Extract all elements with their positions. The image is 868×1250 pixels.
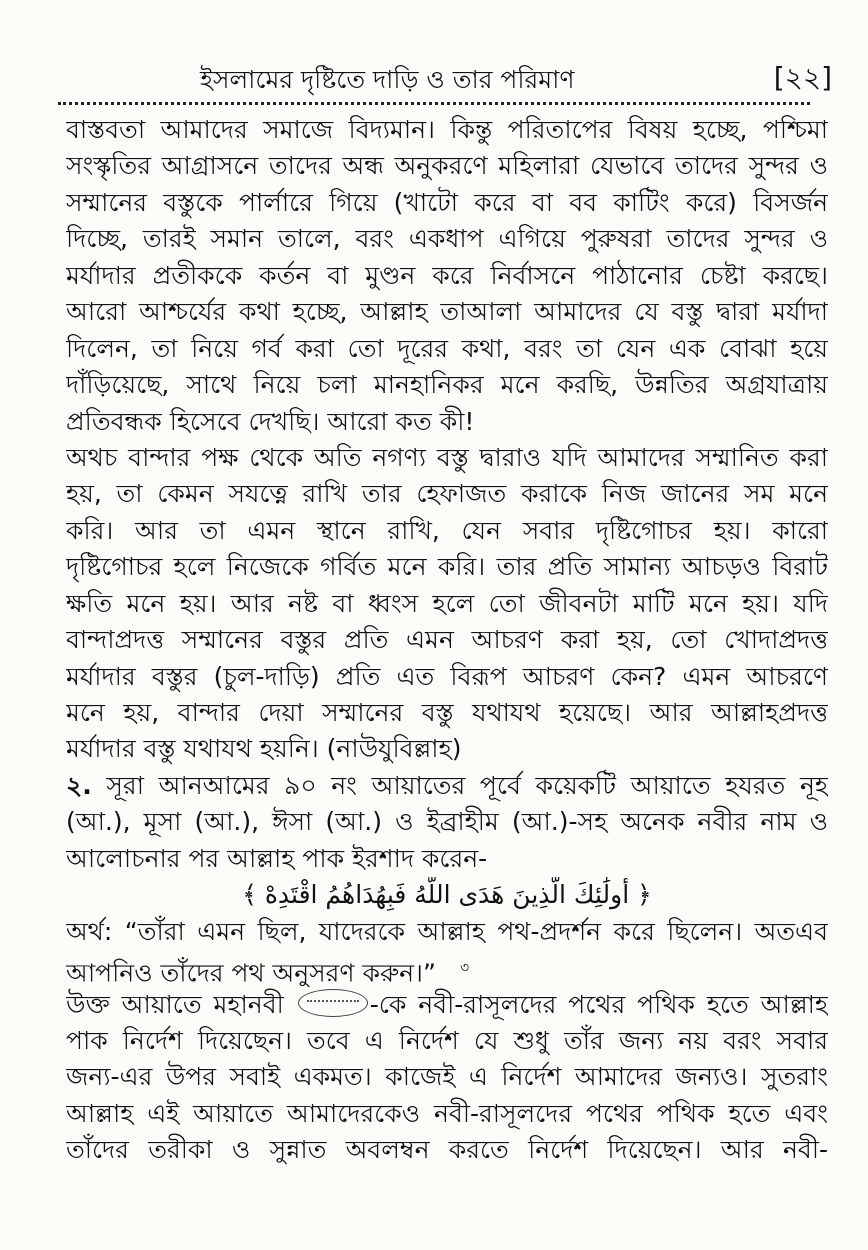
page-header — [40, 56, 838, 100]
text-line: পাক নির্দেশ দিয়েছেন। তবে এ নির্দেশ যে শুধু তাঁর জন্য নয় বরং সবার — [66, 1025, 828, 1055]
text-line: অথচ বান্দার পক্ষ থেকে অতি নগণ্য বস্তু দ্বারাও যদি আমাদের সম্মানিত করা — [66, 442, 828, 472]
text-line: (আ.), মূসা (আ.), ঈসা (আ.) ও ইব্রাহীম (আ.)-সহ অনেক নবীর নাম ও — [66, 807, 828, 837]
page-body — [66, 112, 828, 1169]
arabic-verse: ﴿ أُولَٰئِكَ الَّذِينَ هَدَى اللَّهُ فَبِهُدَاهُمُ اقْتَدِهْ ﴾ — [242, 880, 652, 910]
text-line: সংস্কৃতির আগ্রাসনে তাদের অন্ধ অনুকরণে মহিলারা যেভাবে তাদের সুন্দর ও — [66, 151, 828, 181]
paragraph-text: সূরা আনআমের ৯০ নং আয়াতের পূর্বে কয়েকটি আয়াতে হযরত নূহ — [106, 770, 828, 800]
text-line: সম্মানের বস্তুকে পার্লারে গিয়ে (খাটো করে বা বব কাটিং করে) বিসর্জন — [66, 187, 828, 217]
text-line: আলোচনার পর আল্লাহ পাক ইরশাদ করেন- — [66, 843, 488, 873]
text-line: তাঁদের তরীকা ও সুন্নাত অবলম্বন করতে নির্দেশ দিয়েছেন। আর নবী- — [66, 1135, 828, 1165]
text-line: দিলেন, তা নিয়ে গর্ব করা তো দূরের কথা, বরং তা যেন এক বোঝা হয়ে — [66, 333, 828, 363]
text-line: মর্যাদার বস্তু যথাযথ হয়নি। (নাউযুবিল্লাহ) — [66, 734, 462, 764]
salutation-calligraphy-icon — [298, 989, 368, 1017]
page-number: [২২] — [773, 61, 832, 94]
meaning-line — [66, 950, 828, 986]
text-line: প্রতিবন্ধক হিসেবে দেখছি। আরো কত কী! — [66, 406, 475, 436]
text-line: হয়, তা কেমন সযত্নে রাখি তার হেফাজত করাকে নিজ জানের সম মনে — [66, 479, 828, 509]
text-line: মনে হয়, বান্দার দেয়া সম্মানের বস্তু যথাযথ হয়েছে। আর আল্লাহপ্রদত্ত — [66, 698, 828, 727]
text-line: মর্যাদার প্রতীককে কর্তন বা মুণ্ডন করে নির্বাসনে পাঠানোর চেষ্টা করছে। — [66, 260, 828, 290]
text-line — [66, 987, 828, 1023]
text-line: মর্যাদার বস্তুর (চুল-দাড়ি) প্রতি এত বিরূপ আচরণ কেন? এমন আচরণে — [66, 661, 828, 691]
paragraph-number: ২. — [66, 770, 92, 800]
meaning-text: আপনিও তাঁদের পথ অনুসরণ করুন।” — [66, 958, 436, 987]
text-line: বাস্তবতা আমাদের সমাজে বিদ্যমান। কিন্তু পরিতাপের বিষয় হচ্ছে, পশ্চিমা — [66, 115, 828, 144]
numbered-paragraph-line — [66, 768, 828, 804]
text-line: করি। আর তা এমন স্থানে রাখি, যেন সবার দৃষ্টিগোচর হয়। কারো — [66, 515, 828, 545]
text-segment: -কে নবী-রাসূলদের পথের পথিক হতে আল্লাহ — [369, 989, 828, 1019]
text-line: দিচ্ছে, তারই সমান তালে, বরং একধাপ এগিয়ে পুরুষরা তাদের সুন্দর ও — [66, 224, 828, 254]
text-line: দাঁড়িয়েছে, সাথে নিয়ে চলা মানহানিকর মনে করছি, উন্নতির অগ্রযাত্রায় — [66, 370, 828, 400]
text-line: ক্ষতি মনে হয়। আর নষ্ট বা ধ্বংস হলে তো জীবনটা মাটি মনে হয়। যদি — [66, 588, 828, 618]
header-divider — [58, 102, 810, 105]
footnote-marker: ৩ — [459, 960, 470, 977]
meaning-line: অর্থ: “তাঁরা এমন ছিল, যাদেরকে আল্লাহ পথ-প্রদর্শন করে ছিলেন। অতএব — [66, 916, 828, 946]
text-line: আল্লাহ এই আয়াতে আমাদেরকেও নবী-রাসূলদের পথের পথিক হতে এবং — [66, 1098, 828, 1128]
running-title: ইসলামের দৃষ্টিতে দাড়ি ও তার পরিমাণ — [200, 65, 575, 94]
text-line: দৃষ্টিগোচর হলে নিজেকে গর্বিত মনে করি। তার প্রতি সামান্য আচড়ও বিরাট — [66, 552, 828, 582]
text-line: বান্দাপ্রদত্ত সম্মানের বস্তুর প্রতি এমন আচরণ করা হয়, তো খোদাপ্রদত্ত — [66, 625, 828, 655]
text-segment: উক্ত আয়াতে মহানবী — [66, 989, 284, 1019]
text-line: জন্য-এর উপর সবাই একমত। কাজেই এ নির্দেশ আমাদের জন্যও। সুতরাং — [66, 1062, 828, 1092]
text-line: আরো আশ্চর্যের কথা হচ্ছে, আল্লাহ তাআলা আমাদের যে বস্তু দ্বারা মর্যাদা — [66, 297, 828, 327]
